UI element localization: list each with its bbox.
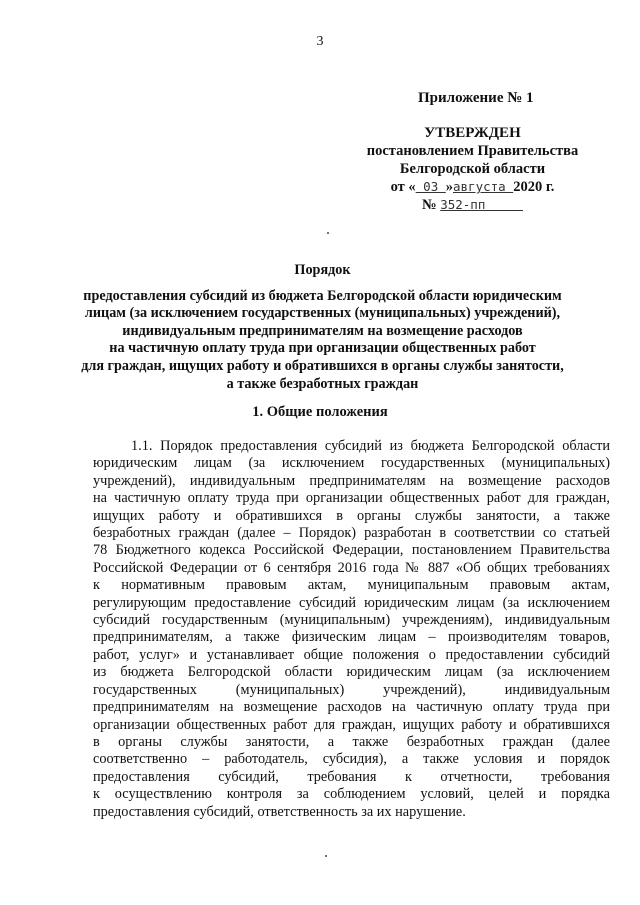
body-line: к нормативным правовым актам, муниципальным правовым актам,: [93, 577, 610, 594]
approval-line-2: Белгородской области: [399, 161, 546, 177]
approved-heading: УТВЕРЖДЕН: [424, 125, 521, 141]
body-line: в органы службы занятости, а также безработных граждан (далее: [93, 733, 610, 750]
number-value: 352-пп: [440, 197, 523, 212]
section-heading: 1. Общие положения: [252, 404, 388, 420]
body-line: предоставления субсидий, ответственность за их нарушение.: [93, 803, 466, 820]
body-line: регулирующим предоставление субсидий юридическим лицам (за исключением: [93, 594, 610, 611]
date-prefix: от «: [390, 179, 416, 195]
body-line: соответственно – работодатель, субсидия), а также условия и порядок: [93, 751, 610, 768]
body-line: работ, услуг» и устанавливает общие положения о предоставлении субсидий: [93, 646, 610, 663]
body-line: предоставления субсидий, требования к отчетности, требования: [93, 768, 610, 785]
date-mid: »: [445, 179, 453, 195]
title-line: индивидуальным предпринимателям на возмещение расходов: [122, 322, 523, 339]
body-line: учреждений), индивидуальным предпринимателям на возмещение расходов: [93, 472, 610, 489]
title-line: на частичную оплату труда при организации общественных работ: [109, 340, 536, 357]
scan-speck: [327, 232, 329, 234]
date-month: августа: [453, 179, 514, 194]
body-line: из бюджета Белгородской области юридическим лицам (за исключением: [93, 664, 610, 681]
page-number: 3: [316, 34, 324, 49]
body-line: ищущих работу и обратившихся в органы службы занятости, а также: [93, 507, 610, 524]
body-line: Российской Федерации от 6 сентября 2016 года № 887 «Об общих требованиях: [93, 559, 610, 576]
number-prefix: №: [422, 197, 441, 213]
scan-speck: [325, 855, 327, 857]
body-line: организации общественных работ для граждан, ищущих работу и обратившихся: [93, 716, 610, 733]
title-line: а также безработных граждан: [226, 375, 419, 392]
body-line: 78 Бюджетного кодекса Российской Федерации, постановлением Правительства: [93, 542, 610, 559]
appendix-label: Приложение № 1: [418, 90, 534, 106]
body-line: 1.1. Порядок предоставления субсидий из бюджета Белгородской области: [131, 438, 610, 454]
title-line: лицам (за исключением государственных (муниципальных) учреждений),: [84, 305, 561, 322]
approval-block: [355, 124, 590, 214]
title-line: Порядок: [294, 262, 351, 278]
date-year: 2020 г.: [513, 179, 555, 195]
body-line: на частичную оплату труда при организации общественных работ для граждан,: [93, 490, 610, 507]
body-line: юридическим лицам (за исключением государственных (муниципальных): [93, 455, 610, 472]
body-line: к осуществлению контроля за соблюдением условий, целей и порядка: [93, 786, 610, 803]
body-paragraph: [93, 438, 610, 821]
body-line: государственных (муниципальных) учреждений), индивидуальным: [93, 681, 610, 698]
document-title: [70, 262, 575, 393]
approval-line-1: постановлением Правительства: [366, 143, 579, 159]
body-line: предпринимателям, а также физическим лицам – производителям товаров,: [93, 629, 610, 646]
approval-date: [355, 178, 590, 196]
title-line: предоставления субсидий из бюджета Белгородской области юридическим: [83, 287, 562, 304]
body-line: предпринимателям на возмещение расходов на частичную оплату труда при: [93, 699, 610, 716]
body-line: безработных граждан (далее – Порядок) разработан в соответствии со статьей: [93, 525, 610, 542]
approval-number: [355, 196, 590, 214]
body-line: субсидий государственным (муниципальным) учреждениям), индивидуальным: [93, 612, 610, 629]
date-day: 03: [415, 179, 446, 194]
title-line: для граждан, ищущих работу и обратившихся в органы службы занятости,: [81, 357, 564, 374]
